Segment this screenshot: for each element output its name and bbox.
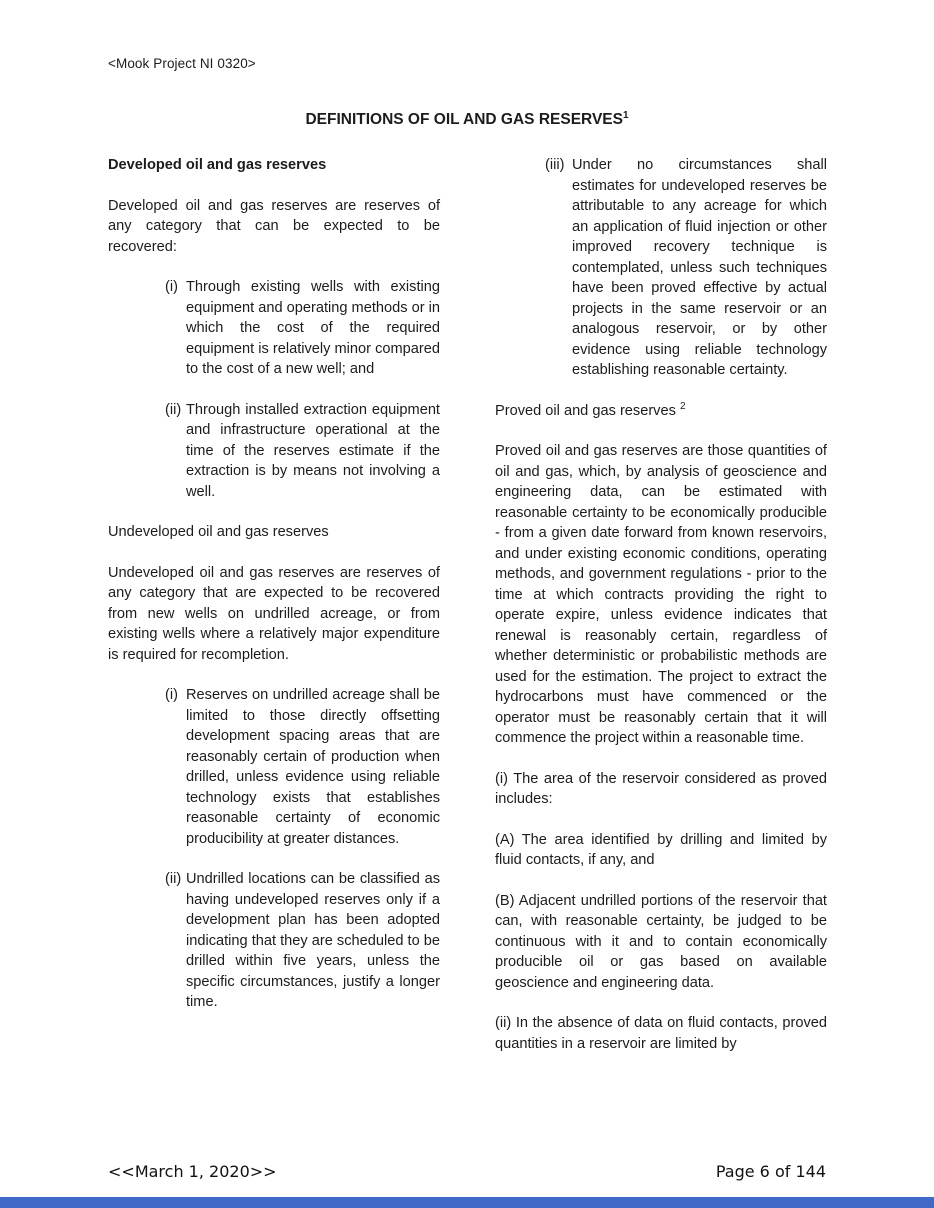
paragraph-proved-area-ii: (ii) In the absence of data on fluid contacts, proved quantities in a reservoir are limited by xyxy=(495,1015,827,1052)
paragraph-developed-intro: Developed oil and gas reserves are reserves of any category that can be expected to be recovered: xyxy=(108,197,440,255)
heading-proved-text: Proved oil and gas reserves xyxy=(495,402,680,419)
list-label: (ii) xyxy=(165,871,182,887)
footer-page-number: Page 6 of 144 xyxy=(715,1162,826,1181)
list-item-developed-i xyxy=(165,277,440,380)
page-title-text: DEFINITIONS OF OIL AND GAS RESERVES xyxy=(305,111,623,128)
heading-proved-reserves xyxy=(495,401,827,422)
page-title xyxy=(0,111,934,129)
paragraph-proved-area-a: (A) The area identified by drilling and limited by fluid contacts, if any, and xyxy=(495,831,827,868)
paragraph-undeveloped-intro: Undeveloped oil and gas reserves are reserves of any category that are expected to be recovered from new wells on undrilled acreage, or from existing wells where a relatively major expenditure is required for recompletion. xyxy=(108,564,440,663)
paragraph-proved-area-b: (B) Adjacent undrilled portions of the reservoir that can, with reasonable certainty, be judged to be continuous with it and to contain economically producible oil or gas based on available geoscience and engineering data. xyxy=(495,892,827,991)
heading-undeveloped-reserves: Undeveloped oil and gas reserves xyxy=(108,524,329,540)
list-item-developed-ii xyxy=(165,400,440,503)
list-text: Undrilled locations can be classified as having undeveloped reserves only if a development plan has been adopted indicating that they are scheduled to be drilled within five years, unless the specific circumstances, justify a longer time. xyxy=(186,871,440,1010)
list-text: Under no circumstances shall estimates for undeveloped reserves be attributable to any acreage for which an application of fluid injection or other improved recovery technique is contemplated, unless such techniques have been proved effective by actual projects in the same reservoir or an analogous reservoir, or by other evidence using reliable technology establishing reasonable certainty. xyxy=(572,157,827,378)
window-bottom-accent-bar xyxy=(0,1197,934,1208)
left-column xyxy=(108,155,440,1074)
list-item-undeveloped-iii xyxy=(545,155,827,381)
header-project-tag: <Mook Project NI 0320> xyxy=(108,56,256,71)
list-text: Through installed extraction equipment and infrastructure operational at the time of the reserves estimate if the extraction is by means not involving a well. xyxy=(186,401,440,500)
list-text: Reserves on undrilled acreage shall be limited to those directly offsetting development spacing areas that are reasonably certain of production when drilled, unless evidence using reliable technology exists that establishes reasonable certainty of economic producibility at greater distances. xyxy=(186,687,440,847)
list-label: (ii) xyxy=(165,401,182,418)
paragraph-proved-area-i: (i) The area of the reservoir considered as proved includes: xyxy=(495,770,827,807)
list-label: (i) xyxy=(165,687,178,703)
list-item-undeveloped-i xyxy=(165,685,440,849)
heading-developed-reserves: Developed oil and gas reserves xyxy=(108,157,327,173)
list-item-undeveloped-ii xyxy=(165,869,440,1013)
footer-date: <<March 1, 2020>> xyxy=(108,1162,277,1181)
document-body xyxy=(108,155,827,1074)
title-footnote-marker: 1 xyxy=(622,109,629,121)
proved-footnote-marker: 2 xyxy=(679,400,686,412)
right-column xyxy=(495,155,827,1074)
paragraph-proved-definition: Proved oil and gas reserves are those quantities of oil and gas, which, by analysis of geoscience and engineering data, can be estimated with reasonable certainty to be economically producible - from a given date forward from known reservoirs, and under existing economic conditions, operating methods, and government regulations - prior to the time at which contracts providing the right to operate expire, unless evidence indicates that renewal is reasonably certain, regardless of whether deterministic or probabilistic methods are used for the estimation. The project to extract the hydrocarbons must have commenced or the operator must be reasonably certain that it will commence the project within a reasonable time. xyxy=(495,443,827,746)
list-text: Through existing wells with existing equipment and operating methods or in which the cost of the required equipment is relatively minor compared to the cost of a new well; and xyxy=(186,279,440,377)
list-label: (iii) xyxy=(545,157,565,173)
list-label: (i) xyxy=(165,279,178,295)
